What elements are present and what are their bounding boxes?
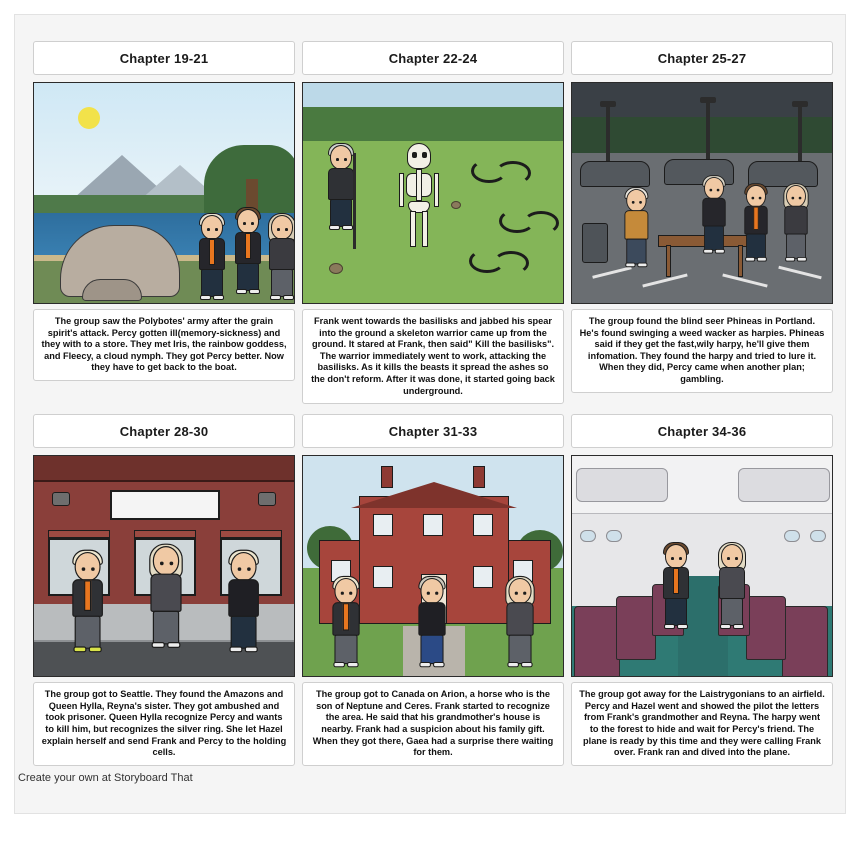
eye-shape bbox=[679, 557, 682, 560]
lamp-head bbox=[792, 101, 808, 107]
head-shape bbox=[704, 177, 724, 200]
table-leg bbox=[666, 245, 671, 277]
eye-shape bbox=[799, 197, 801, 199]
panel-art-4[interactable] bbox=[33, 455, 295, 677]
panel-title-3: Chapter 25-27 bbox=[657, 50, 747, 66]
legs-shape bbox=[231, 616, 257, 649]
storyboard-grid bbox=[33, 41, 833, 766]
treeline-layer bbox=[572, 117, 832, 157]
head-shape bbox=[626, 189, 646, 212]
trash-bin bbox=[582, 223, 608, 263]
storyboard-cell-3 bbox=[571, 41, 833, 404]
building-cornice bbox=[34, 456, 294, 482]
cabin-window bbox=[810, 530, 826, 542]
eye-shape bbox=[91, 567, 94, 570]
house-window bbox=[473, 566, 493, 588]
torso-shape bbox=[328, 168, 354, 200]
eye-shape bbox=[336, 158, 339, 161]
panel-caption-2[interactable]: Frank went towards the basilisks and jabbed his spear into the ground a skeleton warrior came up from the ground. It stared at Frank, then said" Kill the basilisks". The warrior immediately went to work, attacking the basilisks. As it kills the beasts it spread the ashes so the don't reform. After it was done, it started going back underground. bbox=[302, 309, 564, 404]
shoe-shape bbox=[347, 662, 359, 667]
shoe-shape bbox=[757, 257, 767, 262]
shoe-shape bbox=[229, 647, 242, 653]
eye-shape bbox=[251, 222, 254, 225]
shoe-shape bbox=[797, 257, 807, 262]
shoe-shape bbox=[249, 289, 260, 294]
legs-shape bbox=[75, 616, 101, 649]
shoe-shape bbox=[89, 647, 102, 653]
eye-shape bbox=[671, 557, 674, 560]
eye-shape bbox=[215, 228, 218, 231]
head-shape bbox=[271, 215, 293, 240]
panel-title-5: Chapter 31-33 bbox=[388, 423, 478, 439]
overhead-bin bbox=[576, 468, 668, 502]
panel-caption-3[interactable]: The group found the blind seer Phineas in Portland. He's found swinging a weed wacker as harpies. Phineas said if they get the fast,wily harpy, he'll give them infomation. They found the harpy and tried to lure it. When they did, Percy came when another plan; gambling. bbox=[571, 309, 833, 393]
panel-art-6[interactable] bbox=[571, 455, 833, 677]
legs-shape bbox=[420, 635, 443, 664]
eye-shape bbox=[717, 189, 719, 191]
legs-shape bbox=[271, 269, 293, 297]
eye-shape bbox=[247, 567, 250, 570]
shoe-shape bbox=[329, 225, 340, 230]
scarf-shape bbox=[343, 603, 349, 630]
panel-caption-6[interactable]: The group got away for the Laistrygonians to an airfield. Percy and Hazel went and showed the pilot the letters from Frank's grandmother and Reyna. The harpy went to the forest to hide and wait for Percy's friend. The plane is ready by this time and they were calling Frank over. Frank ran and dived into the plane. bbox=[571, 682, 833, 766]
eye-shape bbox=[639, 201, 641, 203]
wall-lamp bbox=[52, 492, 70, 506]
shoe-shape bbox=[507, 662, 519, 667]
torso-shape bbox=[269, 238, 295, 270]
legs-shape bbox=[786, 234, 806, 259]
torso-shape bbox=[506, 602, 533, 636]
eye-shape bbox=[243, 222, 246, 225]
storyboard-cell-6 bbox=[571, 414, 833, 766]
torso-shape bbox=[784, 206, 807, 235]
head-shape bbox=[746, 185, 766, 208]
head-shape bbox=[420, 578, 443, 604]
eye-shape bbox=[207, 228, 210, 231]
shoe-shape bbox=[625, 263, 635, 268]
torso-shape bbox=[228, 579, 259, 617]
parked-car bbox=[580, 161, 650, 187]
shoe-shape bbox=[733, 624, 744, 629]
panel-art-3[interactable] bbox=[571, 82, 833, 304]
scarf-shape bbox=[673, 568, 679, 594]
eye-shape bbox=[792, 197, 794, 199]
shoe-shape bbox=[333, 662, 345, 667]
lamp-head bbox=[700, 97, 716, 103]
shoe-shape bbox=[200, 295, 211, 300]
panel-title-2: Chapter 22-24 bbox=[388, 50, 478, 66]
storyboard-cell-1 bbox=[33, 41, 295, 404]
head-shape bbox=[201, 215, 223, 240]
legs-shape bbox=[330, 199, 352, 227]
eye-shape bbox=[285, 228, 288, 231]
wall-lamp bbox=[258, 492, 276, 506]
eye-shape bbox=[427, 592, 430, 595]
eye-shape bbox=[515, 592, 518, 595]
eye-shape bbox=[735, 557, 738, 560]
house-window bbox=[373, 514, 393, 536]
cabin-seat bbox=[574, 606, 620, 677]
head-shape bbox=[334, 578, 357, 604]
storyboard-cell-5 bbox=[302, 414, 564, 766]
house-window bbox=[373, 566, 393, 588]
eye-shape bbox=[82, 567, 85, 570]
panel-art-2[interactable] bbox=[302, 82, 564, 304]
eye-shape bbox=[341, 592, 344, 595]
panel-title-box-1[interactable] bbox=[33, 41, 295, 75]
panel-caption-4[interactable]: The group got to Seattle. They found the Amazons and Queen Hylla, Reyna's sister. They got ambushed and took prisoner. Queen Hylla recognize Percy and wants to kill him, but recognizes the silver ring. She let Hazel explain herself and send Frank and Percy to the holding cells. bbox=[33, 682, 295, 766]
head-shape bbox=[786, 185, 806, 208]
shoe-shape bbox=[283, 295, 294, 300]
shoe-shape bbox=[720, 624, 731, 629]
shoe-shape bbox=[245, 647, 258, 653]
panel-title-1: Chapter 19-21 bbox=[119, 50, 209, 66]
lamp-post bbox=[606, 105, 610, 161]
lamp-head bbox=[600, 101, 616, 107]
shoe-shape bbox=[664, 624, 675, 629]
window-awning bbox=[220, 530, 282, 538]
lamp-post bbox=[706, 101, 710, 161]
panel-title-box-5[interactable] bbox=[302, 414, 564, 448]
panel-caption-1[interactable]: The group saw the Polybotes' army after the grain spirit's attack. Percy gotten ill(memory-sickness) and they with to a store. They met Iris, the rainbow goddess, and Fleecy, a cloud nymph. They got Percy better. Now they have to get back to the boat. bbox=[33, 309, 295, 381]
basilisk-snake bbox=[499, 209, 555, 229]
leg-bone bbox=[422, 211, 428, 247]
shoe-shape bbox=[785, 257, 795, 262]
window-awning bbox=[48, 530, 110, 538]
basilisk-snake bbox=[471, 159, 527, 179]
lamp-post bbox=[798, 105, 802, 161]
spear-shaft bbox=[353, 153, 356, 249]
eye-shape bbox=[710, 189, 712, 191]
shoe-shape bbox=[236, 289, 247, 294]
eye-shape bbox=[632, 201, 634, 203]
footer-attribution[interactable]: Create your own at Storyboard That bbox=[18, 772, 193, 784]
panel-caption-5[interactable]: The group got to Canada on Arion, a horse who is the son of Neptune and Ceres. Frank started to recognize the area. He said that his grandmother's house is nearby. Frank had a suspicion about his family gift. When they got there, Gaea had a surprise there waiting for them. bbox=[302, 682, 564, 766]
head-shape bbox=[75, 552, 101, 582]
chimney-shape bbox=[381, 466, 393, 488]
arm-bone bbox=[434, 173, 439, 207]
eye-shape bbox=[349, 592, 352, 595]
eye-shape bbox=[170, 562, 173, 565]
torso-shape bbox=[418, 602, 445, 636]
shoe-shape bbox=[167, 642, 180, 648]
rock-pebble bbox=[451, 201, 461, 209]
house-window bbox=[423, 514, 443, 536]
panel-title-6: Chapter 34-36 bbox=[657, 423, 747, 439]
cabin-seat bbox=[746, 596, 786, 660]
scarf-shape bbox=[245, 233, 251, 259]
eye-shape bbox=[523, 592, 526, 595]
panel-title-box-4[interactable] bbox=[33, 414, 295, 448]
rock-pebble bbox=[329, 263, 343, 274]
arm-bone bbox=[399, 173, 404, 207]
shoe-shape bbox=[745, 257, 755, 262]
legs-shape bbox=[153, 611, 179, 645]
shoe-shape bbox=[270, 295, 281, 300]
head-shape bbox=[231, 552, 257, 582]
cabin-window bbox=[580, 530, 596, 542]
spine-shape bbox=[416, 169, 422, 201]
storyboard-board bbox=[14, 14, 846, 814]
leg-bone bbox=[410, 211, 416, 247]
eye-shape bbox=[727, 557, 730, 560]
torso-shape bbox=[150, 574, 181, 612]
head-shape bbox=[330, 145, 352, 170]
eye-shape bbox=[160, 562, 163, 565]
torso-shape bbox=[719, 567, 745, 599]
shoe-shape bbox=[677, 624, 688, 629]
scarf-shape bbox=[84, 580, 91, 611]
shoe-shape bbox=[213, 295, 224, 300]
window-awning bbox=[134, 530, 196, 538]
torso-shape bbox=[702, 198, 725, 227]
skull-shape bbox=[407, 143, 431, 169]
legs-shape bbox=[626, 239, 646, 265]
shoe-shape bbox=[703, 249, 713, 254]
legs-shape bbox=[665, 598, 687, 626]
eye-shape bbox=[435, 592, 438, 595]
cabin-seat bbox=[782, 606, 828, 677]
shoe-shape bbox=[715, 249, 725, 254]
eye-socket bbox=[412, 152, 417, 158]
panel-title-4: Chapter 28-30 bbox=[119, 423, 209, 439]
scarf-shape bbox=[753, 207, 758, 230]
eye-shape bbox=[277, 228, 280, 231]
chimney-shape bbox=[473, 466, 485, 488]
head-shape bbox=[153, 546, 179, 576]
head-shape bbox=[237, 209, 259, 234]
scarf-shape bbox=[209, 239, 215, 265]
eye-socket bbox=[422, 152, 427, 158]
legs-shape bbox=[201, 269, 223, 297]
overhead-bin bbox=[738, 468, 830, 502]
head-shape bbox=[665, 544, 687, 569]
picnic-table bbox=[658, 235, 748, 247]
storyboard-cell-2 bbox=[302, 41, 564, 404]
shoe-shape bbox=[419, 662, 431, 667]
legs-shape bbox=[237, 263, 259, 291]
panel-title-box-6[interactable] bbox=[571, 414, 833, 448]
head-shape bbox=[721, 544, 743, 569]
basilisk-snake bbox=[469, 249, 525, 269]
legs-shape bbox=[508, 635, 531, 664]
eye-shape bbox=[752, 197, 754, 199]
cabin-window bbox=[784, 530, 800, 542]
panel-art-5[interactable] bbox=[302, 455, 564, 677]
legs-shape bbox=[334, 635, 357, 664]
house-roof bbox=[351, 482, 517, 508]
panel-title-box-2[interactable] bbox=[302, 41, 564, 75]
legs-shape bbox=[721, 598, 743, 626]
store-sign bbox=[110, 490, 220, 520]
head-shape bbox=[508, 578, 531, 604]
legs-shape bbox=[704, 226, 724, 251]
panel-title-box-3[interactable] bbox=[571, 41, 833, 75]
boulder-shape bbox=[82, 279, 142, 301]
house-window bbox=[473, 514, 493, 536]
table-leg bbox=[738, 245, 743, 277]
eye-shape bbox=[238, 567, 241, 570]
cabin-window bbox=[606, 530, 622, 542]
eye-shape bbox=[759, 197, 761, 199]
shoe-shape bbox=[342, 225, 353, 230]
torso-shape bbox=[624, 210, 648, 239]
panel-art-1[interactable] bbox=[33, 82, 295, 304]
sun-icon bbox=[78, 107, 100, 129]
shoe-shape bbox=[433, 662, 445, 667]
cabin-seat bbox=[616, 596, 656, 660]
shoe-shape bbox=[73, 647, 86, 653]
storyboard-cell-4 bbox=[33, 414, 295, 766]
shoe-shape bbox=[521, 662, 533, 667]
shoe-shape bbox=[152, 642, 165, 648]
shoe-shape bbox=[637, 263, 647, 268]
legs-shape bbox=[746, 234, 766, 259]
eye-shape bbox=[344, 158, 347, 161]
